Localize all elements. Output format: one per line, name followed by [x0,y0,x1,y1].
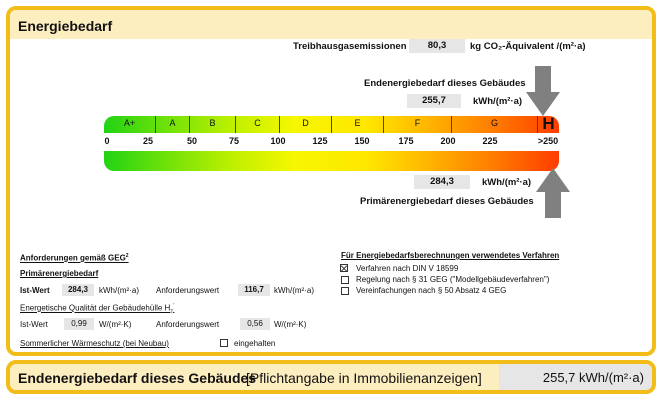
class-c: C [236,116,280,133]
energy-scale-bar [104,116,559,133]
energy-scale-gradient [104,151,559,171]
panel-title: Energiebedarf [18,18,113,34]
panel-header [10,10,652,39]
footer-title: Endenergiebedarf dieses Gebäudes [18,370,257,386]
tick: 50 [186,136,198,146]
class-h: H [542,116,555,133]
primary-energy-value: 284,3 [414,175,470,189]
emissions-label: Treibhausgasemissionen [293,41,407,52]
footer-note: [Pflichtangabe in Immobilienanzeigen] [246,370,482,386]
envelope-ist-label: Ist-Wert [20,320,48,329]
procedure-option-checkbox-model[interactable] [341,276,349,284]
end-energy-footer [6,360,656,394]
requirements-footnote: 2 [125,253,129,259]
tick: 0 [104,136,110,146]
procedure-option-model: Regelung nach § 31 GEG ("Modellgebäudeverfahren") [356,275,550,284]
envelope-sup: ' [173,303,175,309]
summer-protection-label: eingehalten [234,339,276,348]
class-b: B [190,116,236,133]
procedure-option-din: Verfahren nach DIN V 18599 [356,264,459,273]
summer-protection-title: Sommerlicher Wärmeschutz (bei Neubau) [20,339,169,348]
emissions-value: 80,3 [409,39,465,53]
procedure-option-simplified: Vereinfachungen nach § 50 Absatz 4 GEG [356,286,507,295]
primary-energy-unit: kWh/(m²·a) [482,177,532,188]
tick: 125 [312,136,328,146]
tick: >250 [537,136,559,146]
class-e: E [332,116,384,133]
envelope-ist-unit: W/(m²·K) [99,320,132,329]
envelope-req-unit: W/(m²·K) [274,320,307,329]
requirements-title [20,253,129,263]
envelope-title-text: Energetische Qualität der Gebäudehülle H [20,303,171,313]
primary-req-unit: kWh/(m²·a) [274,286,314,295]
envelope-req-value: 0,56 [240,318,270,330]
emissions-unit: kg CO₂-Äquivalent /(m²·a) [470,41,586,52]
class-f: F [384,116,452,133]
scale-ticks [104,133,564,151]
procedure-option-checkbox-din[interactable] [340,264,348,272]
envelope-req-label: Anforderungswert [156,320,220,329]
tick: 225 [482,136,498,146]
requirements-title-text: Anforderungen gemäß GEG [20,253,126,263]
tick: 200 [440,136,456,146]
end-energy-value: 255,7 [407,94,461,108]
summer-protection-checkbox[interactable] [220,339,228,347]
procedure-option-checkbox-simplified[interactable] [341,287,349,295]
envelope-ist-value: 0,99 [64,318,94,330]
end-energy-arrow-icon [526,66,560,116]
primary-requirement-title: Primärenergiebedarf [20,269,99,278]
end-energy-unit: kWh/(m²·a) [473,96,523,107]
primary-ist-unit: kWh/(m²·a) [99,286,139,295]
procedure-title: Für Energiebedarfsberechnungen verwendetes Verfahren [341,251,560,260]
envelope-sub: T [170,309,174,316]
class-a: A [156,116,190,133]
tick: 175 [398,136,414,146]
end-energy-label: Endenergiebedarf dieses Gebäudes [364,78,526,89]
primary-req-value: 116,7 [238,284,270,296]
class-a-plus: A+ [104,116,156,133]
class-d: D [280,116,332,133]
tick: 150 [354,136,370,146]
primary-energy-label: Primärenergiebedarf dieses Gebäudes [360,196,534,207]
class-g: G [452,116,538,133]
tick: 100 [270,136,286,146]
primary-energy-arrow-icon [536,168,570,218]
envelope-title [20,303,174,315]
primary-ist-value: 284,3 [62,284,94,296]
primary-req-label: Anforderungswert [156,286,220,295]
tick: 25 [142,136,154,146]
footer-value: 255,7 kWh/(m²·a) [499,364,652,390]
primary-ist-label: Ist-Wert [20,286,50,295]
tick: 75 [228,136,240,146]
